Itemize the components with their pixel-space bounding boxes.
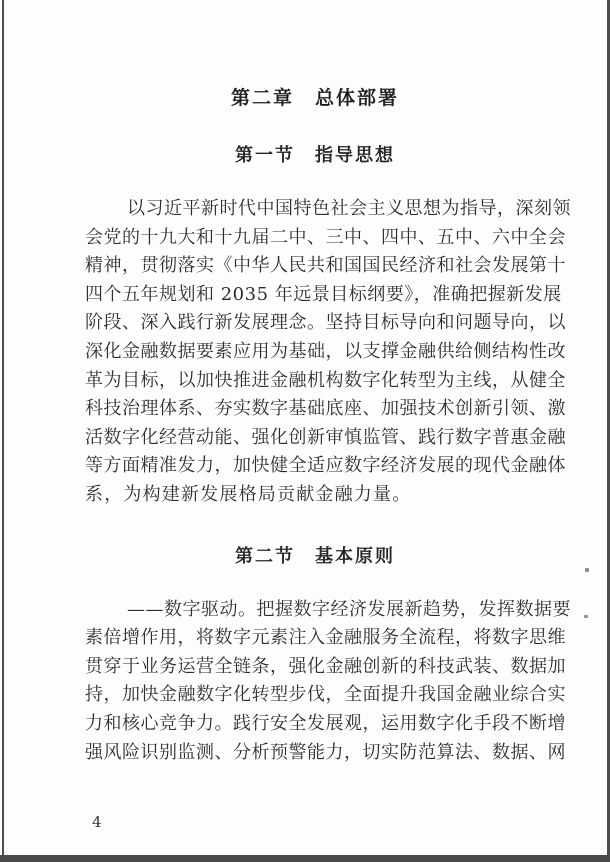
scan-edge-left (2, 0, 4, 862)
body-line: 持，加快金融数字化转型步伐，全面提升我国金融业综合实 (85, 684, 566, 706)
body-line: 深化金融数据要素应用为基础，以支撑金融供给侧结构性改 (85, 340, 566, 362)
page-number: 4 (92, 813, 102, 831)
body-line: 以习近平新时代中国特色社会主义思想为指导，深刻领 (127, 198, 571, 219)
body-line: 精神，贯彻落实《中华人民共和国国民经济和社会发展第十 (85, 255, 566, 277)
body-line: ——数字驱动。把握数字经济发展新趋势，发挥数据要 (127, 598, 571, 620)
body-line: 系，为构建新发展格局贡献金融力量。 (85, 483, 412, 505)
scan-speck (585, 568, 589, 572)
body-line: 强风险识别监测、分析预警能力，切实防范算法、数据、网 (85, 741, 566, 763)
scan-edge-bottom (0, 855, 610, 862)
page-content (85, 0, 571, 767)
section-title-2: 第二节 基本原则 (235, 545, 395, 567)
paragraph-2 (85, 596, 571, 768)
body-line: 贯穿于业务运营全链条，强化金融创新的科技武装、数据加 (85, 655, 566, 677)
chapter-title: 第二章 总体部署 (230, 87, 399, 109)
body-line: 革为目标，以加快推进金融机构数字化转型为主线，从健全 (85, 369, 566, 391)
body-line: 会党的十九大和十九届二中、三中、四中、五中、六中全会 (85, 226, 566, 248)
body-line: 活数字化经营动能、强化创新审慎监管、践行数字普惠金融 (85, 426, 566, 448)
body-line: 等方面精准发力，加快健全适应数字经济发展的现代金融体 (85, 455, 566, 477)
body-line: 科技治理体系、夯实数字基础底座、加强技术创新引领、激 (85, 398, 566, 420)
section-title-1: 第一节 指导思想 (235, 145, 395, 166)
body-line: 素倍增作用，将数字元素注入金融服务全流程，将数字思维 (85, 627, 566, 649)
body-line: 阶段、深入践行新发展理念。坚持目标导向和问题导向，以 (85, 312, 566, 334)
paragraph-1 (85, 195, 571, 510)
body-line: 力和核心竞争力。践行安全发展观，运用数字化手段不断增 (85, 712, 566, 734)
scan-speck (584, 615, 588, 618)
body-line: 四个五年规划和 2035 年远景目标纲要》，准确把握新发展 (85, 283, 562, 305)
